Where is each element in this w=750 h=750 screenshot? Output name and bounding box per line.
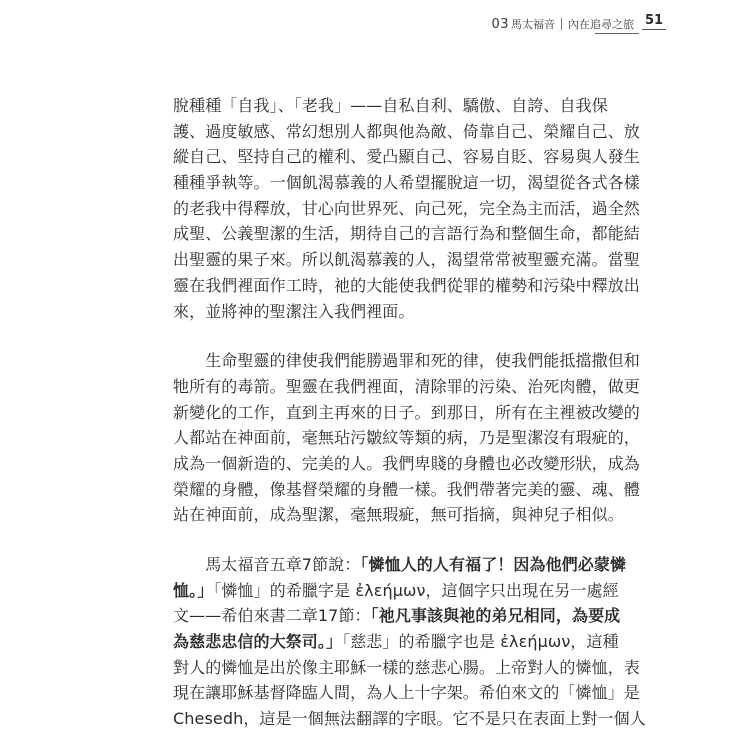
text-line: 出聖靈的果子來。所以飢渴慕義的人，渴望常常被聖靈充滿。當聖 [173, 250, 640, 270]
text-run: Chesedh，這是一個無法翻譯的字眼。它不是只在表面上對一個人 [173, 709, 646, 729]
text-line: 的老我中得釋放，甘心向世界死、向己死，完全為主而活，過全然 [173, 198, 640, 218]
paragraph-1 [173, 93, 640, 324]
text-line: 成聖、公義聖潔的生活，期待自己的言語行為和整個生命，都能結 [173, 224, 640, 244]
text-line: 牠所有的毒箭。聖靈在我們裡面，清除罪的污染、治死肉體，做更 [173, 376, 640, 396]
paragraph-gap [173, 324, 589, 348]
text-run: 「慈悲」的希臘字也是 ἐλεήμων，這種 [342, 632, 619, 652]
text-line [173, 680, 640, 706]
text-line: 生命聖靈的律使我們能勝過罪和死的律，使我們能抵擋撒但和 [173, 351, 640, 371]
text-line [173, 706, 646, 732]
text-line [173, 578, 619, 604]
running-header [491, 16, 634, 32]
text-line [173, 629, 619, 655]
scripture-quote: 為慈悲忠信的大祭司。」 [173, 632, 343, 652]
body-text [173, 93, 646, 732]
paragraph-2 [173, 348, 640, 528]
text-line: 人都站在神面前，毫無玷污皺紋等類的病，乃是聖潔沒有瑕疵的， [173, 428, 640, 448]
header-divider [561, 18, 562, 30]
chapter-number: 03 [491, 16, 509, 32]
scripture-quote: 「祂凡事該與祂的弟兄相同，為要成 [370, 606, 621, 626]
text-run: 文——希伯來書二章17節： [173, 606, 371, 626]
paragraph-gap [173, 528, 589, 552]
text-line: 新變化的工作，直到主再來的日子。到那日，所有在主裡被改變的 [173, 402, 640, 422]
text-run: 對人的憐恤是出於像主耶穌一樣的慈悲心腸。上帝對人的憐恤，表 [173, 657, 640, 677]
text-line: 靈在我們裡面作工時，祂的大能使我們從罪的權勢和污染中釋放出 [173, 275, 640, 295]
section-title: 內在追尋之旅 [568, 18, 634, 31]
text-run: 馬太福音五章7節說： [173, 555, 361, 574]
chapter-title: 馬太福音 [511, 18, 555, 31]
text-line: 種種爭執等。一個飢渴慕義的人希望擺脫這一切，渴望從各式各樣 [173, 173, 640, 193]
scripture-quote: 「憐恤人的人有福了！因為他們必蒙憐 [360, 555, 627, 574]
text-line: 護、過度敏感、常幻想別人都與他為敵、倚靠自己、榮耀自己、放 [173, 121, 640, 141]
text-line: 成為一個新造的、完美的人。我們卑賤的身體也必改變形狀，成為 [173, 453, 640, 473]
text-run: 「憐恤」的希臘字是 ἐλεήμων，這個字只出現在另一處經 [213, 580, 619, 600]
header-rule [595, 33, 639, 34]
text-line: 來，並將神的聖潔注入我們裡面。 [173, 301, 415, 321]
text-line [173, 655, 640, 681]
text-run: 現在讓耶穌基督降臨人間，為人上十字架。希伯來文的「憐恤」是 [173, 683, 640, 703]
text-line: 站在神面前，成為聖潔，毫無瑕疵，無可指摘，與神兒子相似。 [173, 505, 624, 525]
text-line [173, 552, 627, 578]
scripture-quote: 恤。」 [173, 580, 214, 600]
paragraph-3 [173, 552, 646, 732]
page-number: 51 [642, 13, 666, 30]
text-line: 脫種種「自我」、「老我」——自私自利、驕傲、自誇、自我保 [173, 96, 608, 115]
text-line [173, 603, 621, 629]
text-line: 榮耀的身體，像基督榮耀的身體一樣。我們帶著完美的靈、魂、體 [173, 479, 640, 499]
text-line: 縱自己、堅持自己的權利、愛凸顯自己、容易自貶、容易與人發生 [173, 147, 640, 167]
